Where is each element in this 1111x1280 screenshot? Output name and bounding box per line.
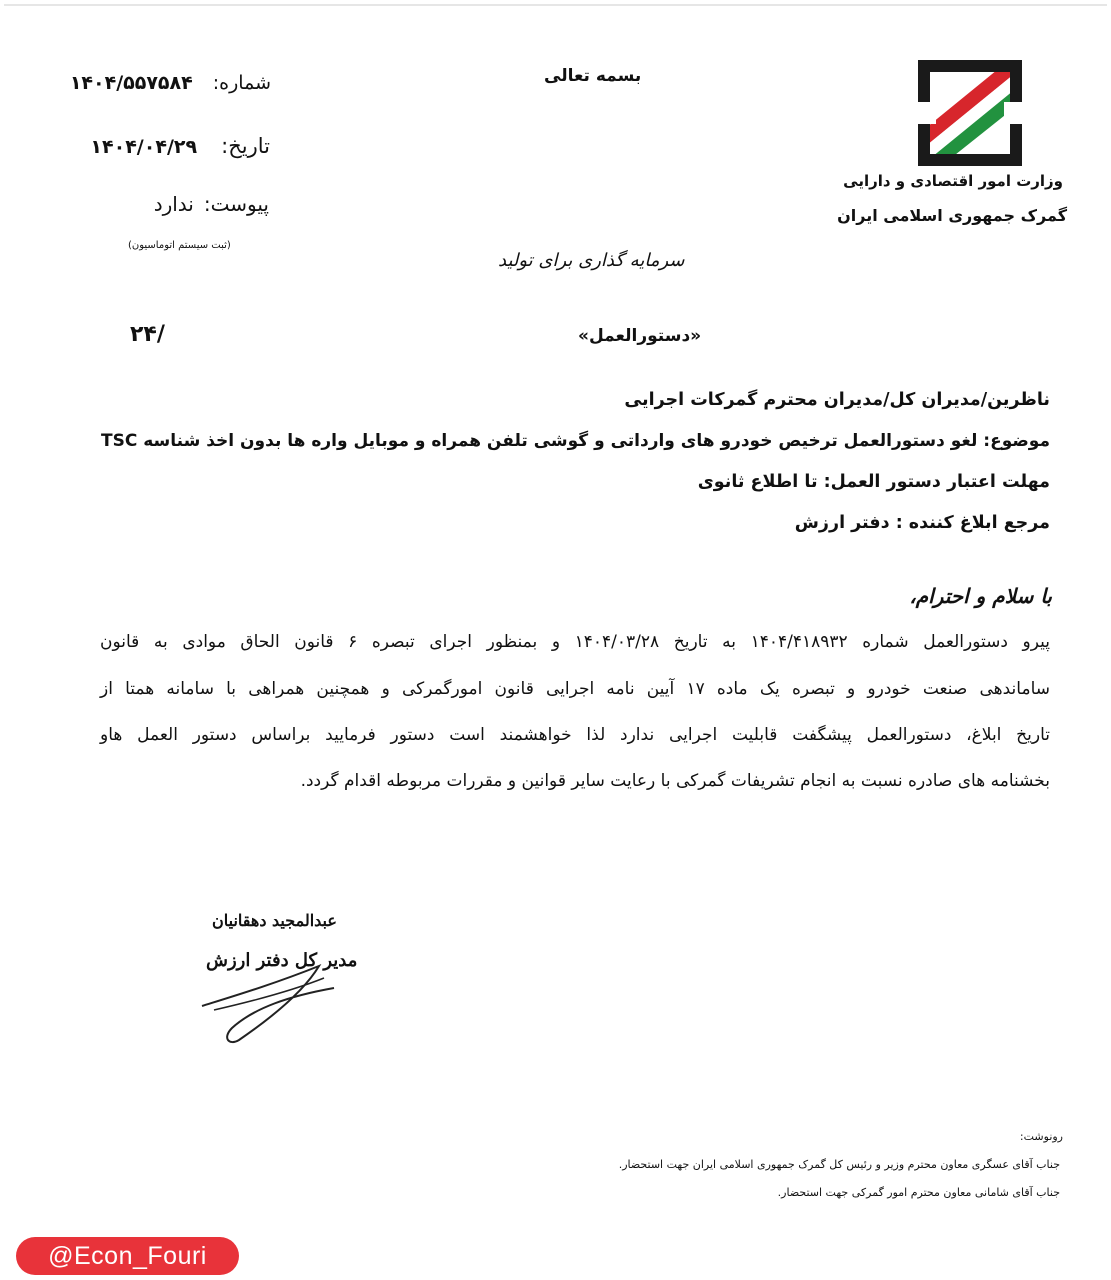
letter-date-row: [70, 134, 270, 158]
letter-number-row: [56, 72, 271, 94]
body-line-1: پیرو دستورالعمل شماره ۱۴۰۴/۴۱۸۹۳۲ به تاریخ ۱۴۰۴/۰۳/۲۸ و بمنظور اجرای تبصره ۶ قانون الحاق موادی به قانون: [100, 632, 1050, 652]
letter-date-value: ۱۴۰۴/۰۴/۲۹: [90, 136, 198, 158]
body-line-3: تاریخ ابلاغ، دستورالعمل پیشگفت قابلیت اجرایی ندارد لذا خواهشمند است دستور فرمایید براساس دستور العمل هاو: [100, 725, 1050, 745]
automation-note: (ثبت سیستم اتوماسیون): [128, 240, 231, 251]
ministry-name: وزارت امور اقتصادی و دارایی: [843, 172, 1063, 190]
customs-logo: [916, 58, 1024, 168]
letter-number-label: شماره:: [212, 72, 271, 94]
issuer-line: مرجع ابلاغ کننده : دفتر ارزش: [794, 513, 1050, 533]
watermark-handle: @Econ_Fouri: [16, 1237, 239, 1275]
slogan: سرمایه گذاری برای تولید: [498, 250, 685, 271]
validity-line: مهلت اعتبار دستور العمل: تا اطلاع ثانوی: [697, 472, 1050, 492]
directive-number: ۲۴/: [130, 322, 165, 347]
signatory-name: عبدالمجید دهقانیان: [212, 911, 337, 930]
cc-line-1: جناب آقای عسگری معاون محترم وزیر و رئیس کل گمرک جمهوری اسلامی ایران جهت استحضار.: [618, 1158, 1060, 1171]
basmala: بسمه تعالی: [544, 66, 642, 86]
attachment-label: پیوست:: [203, 192, 269, 216]
greeting: با سلام و احترام،: [909, 584, 1052, 608]
cc-label: رونوشت:: [1019, 1130, 1063, 1143]
letter-date-label: تاریخ:: [221, 134, 270, 158]
letter-number-value: ۱۴۰۴/۵۵۷۵۸۴: [69, 72, 193, 94]
cc-line-2: جناب آقای شامانی معاون محترم امور گمرکی جهت استحضار.: [777, 1186, 1060, 1199]
signature-scribble-icon: [194, 936, 354, 1056]
subject-line: موضوع: لغو دستورالعمل ترخیص خودرو های وارداتی و گوشی تلفن همراه و موبایل واره ها بدون اخذ شناسه TSC: [101, 431, 1050, 451]
signatory-title: مدیر کل دفتر ارزش: [206, 950, 358, 971]
customs-logo-icon: [916, 58, 1024, 168]
directive-title: «دستورالعمل»: [578, 326, 702, 346]
document-page: [4, 4, 1107, 1276]
customs-name: گمرک جمهوری اسلامی ایران: [837, 206, 1067, 225]
addressees: ناظرین/مدیران کل/مدیران محترم گمرکات اجرایی: [624, 390, 1050, 410]
attachment-row: [142, 192, 269, 216]
body-line-4: بخشنامه های صادره نسبت به انجام تشریفات گمرکی با رعایت سایر قوانین و مقررات مربوطه اقدام گردد.: [300, 771, 1050, 791]
body-line-2: ساماندهی صنعت خودرو و تبصره یک ماده ۱۷ آیین نامه اجرایی قانون امورگمرکی و همچنین همراهی با سامانه همتا از: [100, 679, 1050, 699]
attachment-value: ندارد: [153, 192, 194, 216]
